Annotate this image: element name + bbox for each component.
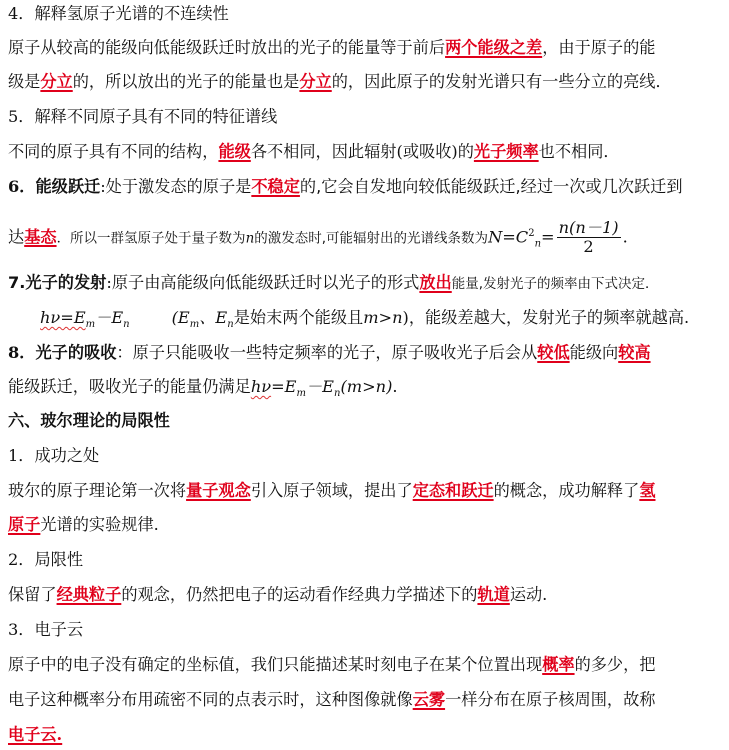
heading-7: 7.光子的发射 bbox=[8, 273, 107, 292]
formula-count: N=C bbox=[488, 227, 529, 247]
paragraph-4-line1: 原子从较高的能级向低能级跃迁时放出的光子的能量等于前后两个能级之差，由于原子的能 bbox=[8, 38, 656, 57]
paragraph-7-line2: $h\nu=E_m-E_n$ ($E_m$、$E_n$是始末两个能级且m>n)，能级差越大，发射光子的频率就越高. bbox=[40, 308, 690, 331]
heading-section-six: 六、玻尔理论的局限性 bbox=[8, 411, 170, 430]
keyword-ground-state: 基态 bbox=[24, 227, 57, 247]
keyword-photon-frequency: 光子频率 bbox=[473, 142, 539, 161]
keyword-classical-particle: 经典粒子 bbox=[56, 585, 122, 604]
paragraph-cloud-line3 bbox=[8, 725, 723, 745]
keyword-energy-difference: 两个能级之差 bbox=[445, 38, 543, 57]
heading-8: 8．光子的吸收 bbox=[8, 343, 117, 362]
subheading-success: 1．成功之处 bbox=[8, 446, 100, 465]
paragraph-4-line2: 级是分立的，所以放出的光子的能量也是分立的，因此原子的发射光谱只有一些分立的亮线． bbox=[8, 72, 672, 91]
keyword-emit: 放出 bbox=[419, 273, 452, 292]
keyword-unstable: 不稳定 bbox=[251, 177, 300, 196]
subheading-limitations: 2．局限性 bbox=[8, 550, 84, 569]
heading-5: 5．解释不同原子具有不同的特征谱线 bbox=[8, 107, 278, 126]
paragraph-8-line1: 8．光子的吸收：原子只能吸收一些特定频率的光子，原子吸收光子后会从较低能级向较高 bbox=[8, 343, 651, 362]
paragraph-5: 不同的原子具有不同的结构，能级各不相同，因此辐射(或吸收)的光子频率也不相同． bbox=[8, 142, 620, 161]
subheading-electron-cloud: 3．电子云 bbox=[8, 620, 84, 639]
formula-emission: hν=E bbox=[40, 308, 86, 327]
keyword-hydrogen-part2: 原子 bbox=[8, 515, 41, 534]
keyword-higher: 较高 bbox=[618, 343, 651, 362]
paragraph-cloud-line2: 电子这种概率分布用疏密不同的点表示时，这种图像就像云雾一样分布在原子核周围，故称 bbox=[8, 690, 656, 709]
paragraph-success-line1: 玻尔的原子理论第一次将量子观念引入原子领域，提出了定态和跃迁的概念，成功解释了氢 bbox=[8, 481, 656, 500]
paragraph-8-line2: 能级跃迁，吸收光子的能量仍满足$h\nu=E_m-E_n(m>n)$. bbox=[8, 377, 398, 400]
keyword-electron-cloud: 电子云. bbox=[8, 725, 63, 744]
heading-6: 6．能级跃迁 bbox=[8, 177, 101, 196]
keyword-cloud-mist: 云雾 bbox=[412, 690, 446, 709]
paragraph-6-line2: 达基态．所以一群氢原子处于量子数为n的激发态时,可能辐射出的光谱线条数为$N=C^2_n=$ $\frac{n(n-1)}{2}$ . bbox=[8, 218, 628, 257]
keyword-lower: 较低 bbox=[537, 343, 570, 362]
fraction: $\frac{n(n-1)}{2}$ bbox=[558, 218, 619, 257]
keyword-probability: 概率 bbox=[542, 655, 575, 674]
paragraph-success-line2: 原子光谱的实验规律. bbox=[8, 515, 159, 534]
keyword-hydrogen-part1: 氢 bbox=[639, 481, 656, 500]
keyword-discrete-1: 分立 bbox=[40, 72, 73, 91]
heading-4: 4．解释氢原子光谱的不连续性 bbox=[8, 4, 229, 23]
paragraph-7-line1: 7.光子的发射:原子由高能级向低能级跃迁时以光子的形式放出能量,发射光子的频率由下式决定． bbox=[8, 273, 659, 292]
paragraph-6-line1: 6．能级跃迁:处于激发态的原子是不稳定的,它会自发地向较低能级跃迁,经过一次或几次跃迁到 bbox=[8, 177, 683, 196]
keyword-energy-level: 能级 bbox=[218, 142, 251, 161]
paragraph-cloud-line1: 原子中的电子没有确定的坐标值，我们只能描述某时刻电子在某个位置出现概率的多少，把 bbox=[8, 655, 656, 674]
paragraph-limitations: 保留了经典粒子的观念，仍然把电子的运动看作经典力学描述下的轨道运动. bbox=[8, 585, 548, 604]
keyword-stationary-transition: 定态和跃迁 bbox=[412, 481, 494, 500]
formula-absorption: hν bbox=[250, 377, 272, 396]
keyword-discrete-2: 分立 bbox=[299, 72, 332, 91]
keyword-orbit: 轨道 bbox=[477, 585, 510, 604]
keyword-quantum-concept: 量子观念 bbox=[186, 481, 251, 500]
